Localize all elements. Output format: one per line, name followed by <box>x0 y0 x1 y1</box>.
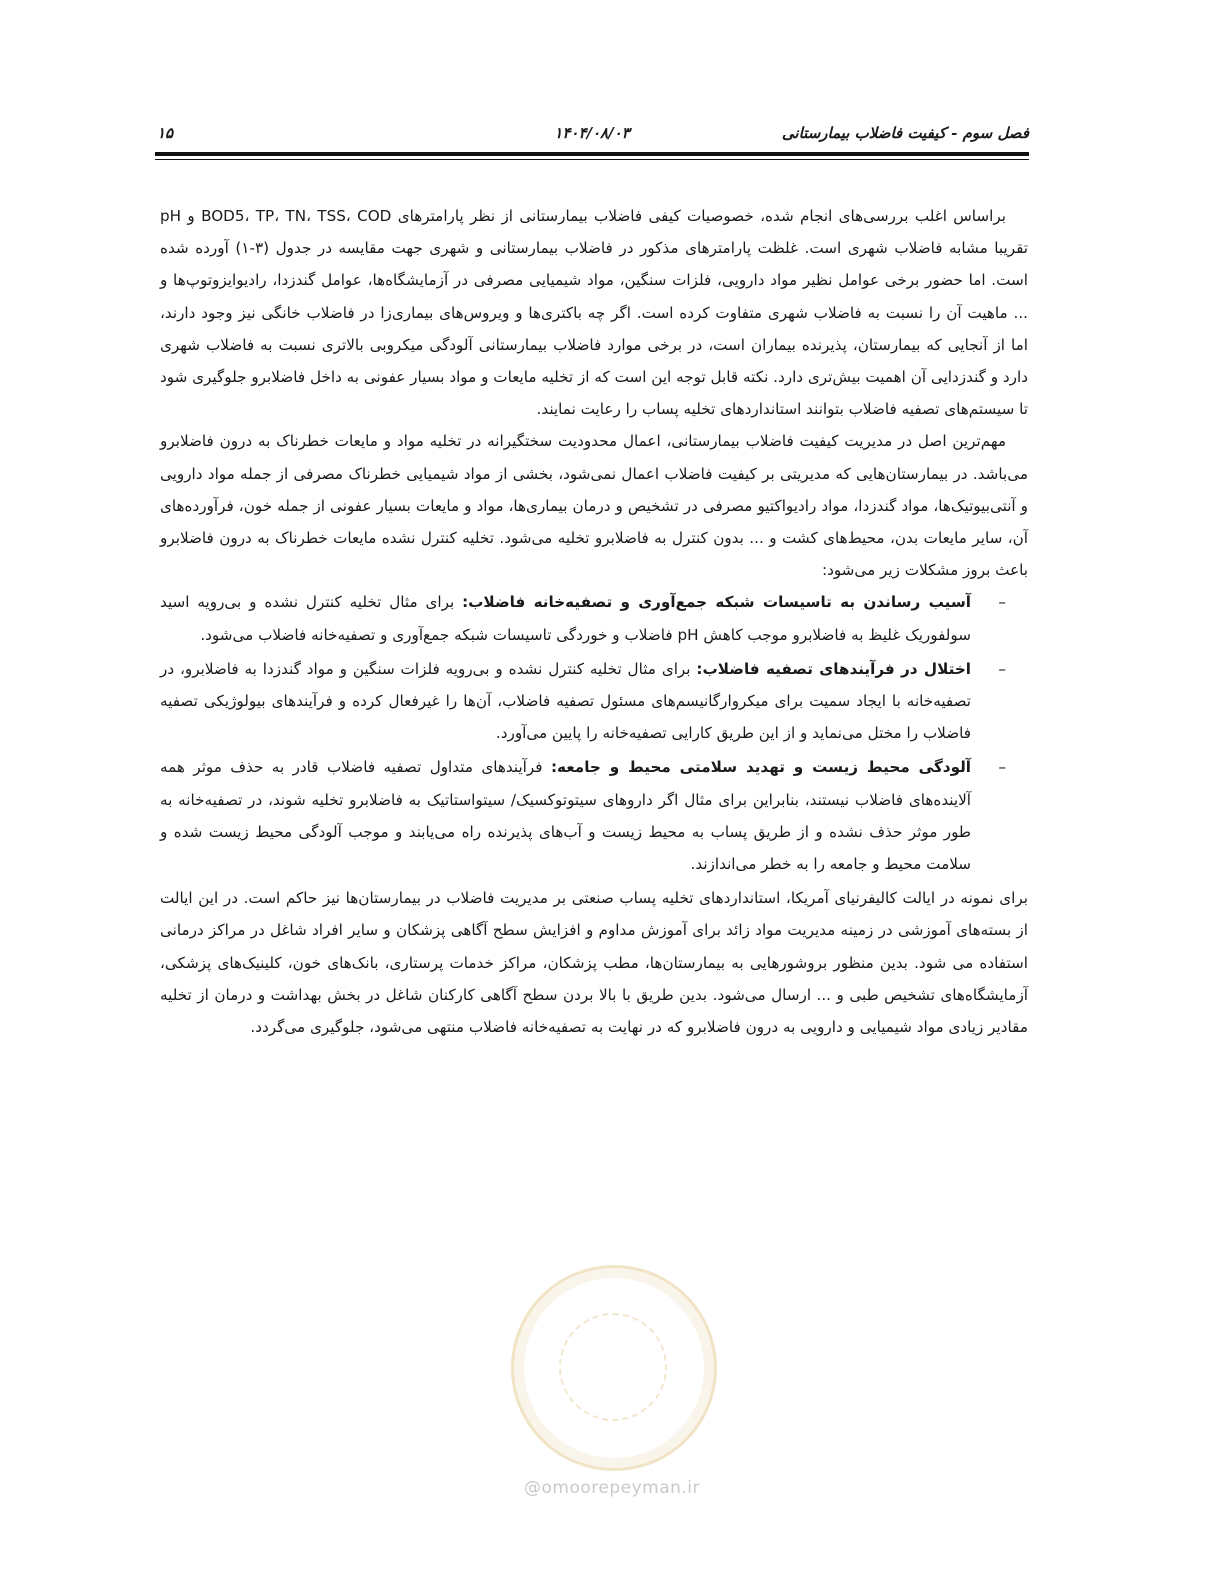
bullet-text: برای مثال تخلیه کنترل نشده و بی‌رویه فلزات سنگین و مواد گندزدا به فاضلابرو، در تصفیه‌خانه با ایجاد سمیت برای میکروارگانیسم‌های مسئول تصفیه فاضلاب، آن‌ها را غیرفعال کرده و فرآیندهای بیولوژیکی تصفیه فاضلاب را مختل می‌نماید و از این طریق کارایی تصفیه‌خانه را پایین می‌آورد. <box>160 659 971 743</box>
document-body <box>160 200 1028 1043</box>
chapter-title: فصل سوم - کیفیت فاضلاب بیمارستانی <box>781 124 1029 142</box>
header-rule-thick <box>155 152 1029 156</box>
bullet-text: برای مثال تخلیه کنترل نشده و بی‌رویه اسید سولفوریک غلیظ به فاضلابرو موجب کاهش pH فاضلاب و خوردگی تاسیسات شبکه جمع‌آوری و تصفیه‌خانه فاضلاب می‌شود. <box>160 593 971 644</box>
watermark-seal-icon <box>511 1265 717 1471</box>
list-item <box>160 653 1028 750</box>
page-number: ۱۵ <box>157 124 174 142</box>
paragraph-2: مهم‌ترین اصل در مدیریت کیفیت فاضلاب بیمارستانی، اعمال محدودیت سختگیرانه در تخلیه مواد و مایعات خطرناک به درون فاضلابرو می‌باشد. در بیمارستان‌هایی که مدیریتی بر کیفیت فاضلاب اعمال نمی‌شود، بخشی از مواد شیمیایی خطرناک مصرفی از جمله مواد دارویی و آنتی‌بیوتیک‌ها، مواد گندزدا، مواد رادیواکتیو مصرفی در تشخیص و درمان بیماری‌ها، مواد و مایعات بسیار عفونی از جمله خون، فرآورده‌های آن، سایر مایعات بدن، محیط‌های کشت و ... بدون کنترل به فاضلابرو تخلیه می‌شود. تخلیه کنترل نشده مایعات خطرناک به درون فاضلابرو باعث بروز مشکلات زیر می‌شود: <box>160 432 1028 580</box>
paragraph-3: برای نمونه در ایالت کالیفرنیای آمریکا، استانداردهای تخلیه پساب صنعتی بر مدیریت فاضلاب در بیمارستان‌ها نیز حاکم است. در این ایالت از بسته‌های آموزشی در زمینه مدیریت مواد زائد برای آموزش مداوم و افزایش سطح آگاهی پزشکان و سایر افراد شاغل در مراکز درمانی استفاده می شود. بدین منظور بروشورهایی به بیمارستان‌ها، مطب پزشکان، مراکز خدمات پرستاری، بانک‌های خون، کلینیک‌های پزشکی، آزمایشگاه‌های تشخیص طبی و ... ارسال می‌شود. بدین طریق با بالا بردن سطح آگاهی کارکنان شاغل در بخش بهداشت و درمان از تخلیه مقادیر زیادی مواد شیمیایی و دارویی به درون فاضلابرو که در نهایت به تصفیه‌خانه فاضلاب منتهی می‌شود، جلوگیری می‌گردد. <box>160 889 1028 1037</box>
bullet-dash: – <box>998 758 1006 777</box>
bullet-heading: اختلال در فرآیندهای تصفیه فاضلاب: <box>696 659 971 678</box>
problems-list <box>160 586 1028 880</box>
paragraph-1: براساس اغلب بررسی‌های انجام شده، خصوصیات کیفی فاضلاب بیمارستانی از نظر پارامترهای BOD5، TP، TN، TSS، COD و pH تقریبا مشابه فاضلاب شهری است. غلظت پارامترهای مذکور در فاضلاب بیمارستانی و شهری جهت مقایسه در جدول (۳-۱) آورده شده است. اما حضور برخی عوامل نظیر مواد دارویی، فلزات سنگین، مواد شیمیایی مصرفی در آزمایشگاه‌ها، عوامل گندزدا، رادیوایزوتوپ‌ها و ... ماهیت آن را نسبت به فاضلاب شهری متفاوت کرده است. اگر چه باکتری‌ها و ویروس‌های بیماری‌زا در فاضلاب خانگی نیز وجود دارند، اما از آنجایی که بیمارستان، پذیرنده بیماران است، در برخی موارد فاضلاب بیمارستانی آلودگی میکروبی بالاتری نسبت به فاضلاب شهری دارد و گندزدایی آن اهمیت بیش‌تری دارد. نکته قابل توجه این است که از تخلیه مایعات و مواد بسیار عفونی به داخل فاضلابرو جلوگیری شود تا سیستم‌های تصفیه فاضلاب بتوانند استانداردهای تخلیه پساب را رعایت نمایند. <box>160 207 1028 419</box>
bullet-dash: – <box>998 593 1006 612</box>
header-date: ۱۴۰۴/۰۸/۰۳ <box>554 124 630 142</box>
header-rule-thin <box>155 159 1029 160</box>
bullet-dash: – <box>998 659 1006 678</box>
page-header <box>155 118 1029 146</box>
bullet-heading: آسیب رساندن به تاسیسات شبکه جمع‌آوری و تصفیه‌خانه فاضلاب: <box>462 593 971 612</box>
list-item <box>160 586 1028 650</box>
bullet-heading: آلودگی محیط زیست و تهدید سلامتی محیط و جامعه: <box>550 758 971 777</box>
list-item <box>160 751 1028 880</box>
watermark-site: @omoorepeyman.ir <box>523 1478 701 1498</box>
bullet-text: فرآیندهای متداول تصفیه فاضلاب قادر به حذف موثر همه آلاینده‌های فاضلاب نیستند، بنابراین برای مثال اگر داروهای سیتوتوکسیک/ سیتواستاتیک به فاضلابرو تخلیه شوند، در تصفیه‌خانه به طور موثر حذف نشده و از طریق پساب به محیط زیست و آب‌های پذیرنده راه می‌یابند و موجب آلودگی محیط زیست شده و سلامت محیط و جامعه را به خطر می‌اندازند. <box>160 758 971 874</box>
